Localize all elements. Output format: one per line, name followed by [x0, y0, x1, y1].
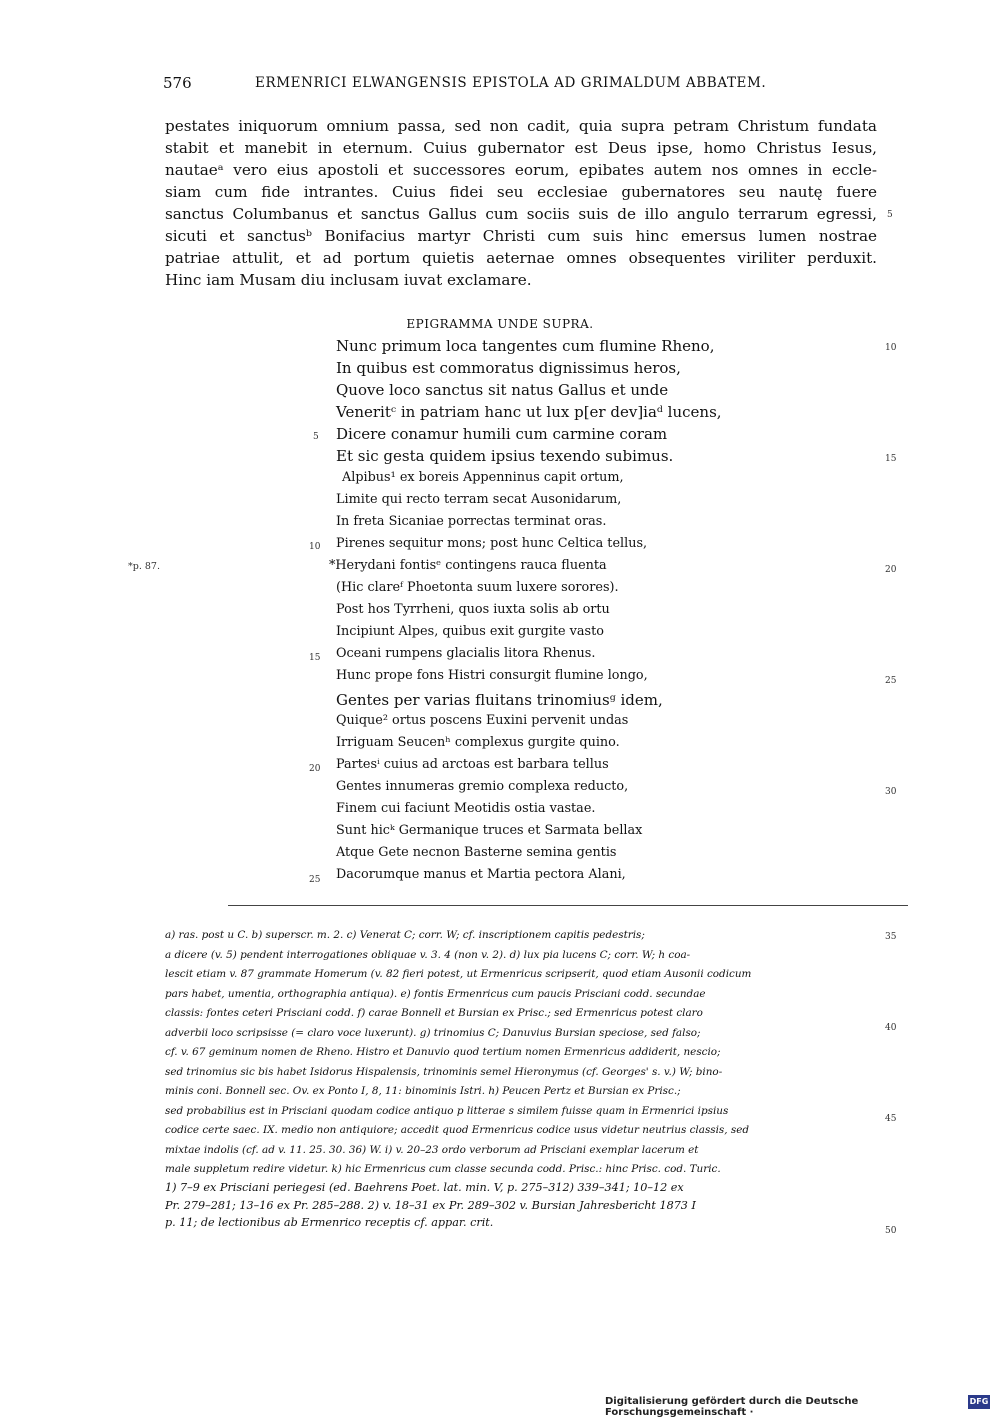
prose-line: siam cum fide intrantes. Cuius fidei seu ecclesiae gubernatores seu nautę fuere [165, 183, 877, 201]
poem-heading: EPIGRAMMA UNDE SUPRA. [406, 317, 594, 331]
verse-line: Quove loco sanctus sit natus Gallus et unde [336, 381, 669, 400]
page-number: 576 [163, 74, 192, 92]
prose-line: sanctus Columbanus et sanctus Gallus cum sociis suis de illo angulo terrarum egressi, [165, 205, 877, 223]
verse-number: 15 [309, 653, 321, 663]
critical-apparatus [165, 926, 877, 1180]
footnote-line: pars habet, umentia, orthographia antiqua). e) fontis Ermenricus cum paucis Prisciani codd. secundae [165, 987, 706, 1000]
prose-line: Hinc iam Musam diu inclusam iuvat exclamare. [165, 271, 532, 289]
footnote-line: lescit etiam v. 87 grammate Homerum (v. 82 fieri potest, ut Ermenricus scripserit, quod etiam Ausonii codicum [165, 968, 752, 980]
verse-block [329, 337, 896, 889]
prose-line: pestates iniquorum omnium passa, sed non cadit, quia supra petram Christum fundata [165, 117, 877, 135]
verse-line: In freta Sicaniae porrectas terminat oras. [336, 513, 607, 529]
source-line: p. 11; de lectionibus ab Ermenrico receptis cf. appar. crit. [165, 1216, 494, 1229]
verse-line: Oceani rumpens glacialis litora Rhenus. [336, 646, 596, 662]
footnote-line: mixtae indolis (cf. ad v. 11. 25. 30. 36) W. i) v. 20–23 ordo verborum ad Prisciani exemplar lacerum et [165, 1143, 699, 1156]
line-number: 10 [885, 343, 897, 353]
prose-paragraph [165, 115, 877, 291]
footnote-line: classis: fontes ceteri Prisciani codd. f) carae Bonnell et Bursian ex Prisc.; sed Ermenricus potest claro [165, 1007, 703, 1019]
line-number: 5 [887, 210, 893, 220]
prose-line: patriae attulit, et ad portum quietis aeternae omnes obsequentes viriliter perduxit. [165, 249, 877, 267]
verse-line: Partesⁱ cuius ad arctoas est barbara tellus [336, 756, 609, 772]
verse-number: 20 [309, 764, 321, 774]
verse-line: Atque Gete necnon Basterne semina gentis [336, 845, 617, 861]
footnote-line: adverbii loco scripsisse (= claro voce luxerunt). g) trinomius C; Danuvius Bursian speciose, sed falso; [165, 1026, 701, 1039]
line-number: 45 [885, 1114, 897, 1124]
digitization-note: Digitalisierung gefördert durch die Deutsche Forschungsgemeinschaft · [605, 1396, 859, 1418]
footnote-line: minis coni. Bonnell sec. Ov. ex Ponto I, 8, 11: binominis Istri. h) Peucen Pertz et Bursian ex Prisc.; [165, 1085, 681, 1097]
line-number: 35 [885, 932, 897, 942]
verse-line: Gentes per varias fluitans trinomiusᵍ idem, [336, 690, 663, 709]
source-line: 1) 7–9 ex Prisciani periegesi (ed. Baehrens Poet. lat. min. V, p. 275–312) 339–341; 10–12 ex [165, 1181, 684, 1194]
verse-line: Alpibus¹ ex boreis Appenninus capit ortum, [342, 469, 624, 485]
line-number: 50 [885, 1226, 897, 1236]
footnote-line: cf. v. 67 geminum nomen de Rheno. Histro et Danuvio quod tertium nomen Ermenricus addiderit, nescio; [165, 1046, 721, 1058]
verse-line: Gentes innumeras gremio complexa reducto, [336, 778, 629, 794]
source-line: Pr. 279–281; 13–16 ex Pr. 285–288. 2) v. 18–31 ex Pr. 289–302 v. Bursian Jahresbericht 1873 I [165, 1198, 696, 1212]
line-number: 30 [885, 787, 897, 797]
verse-line: Finem cui faciunt Meotidis ostia vastae. [336, 800, 596, 816]
margin-page-ref: *p. 87. [128, 561, 160, 572]
verse-line: Post hos Tyrrheni, quos iuxta solis ab ortu [336, 602, 610, 618]
verse-line: Et sic gesta quidem ipsius texendo subimus. [336, 447, 674, 466]
prose-line: sicuti et sanctusᵇ Bonifacius martyr Christi cum suis hinc emersus lumen nostrae [165, 227, 877, 245]
verse-line: In quibus est commoratus dignissimus heros, [336, 359, 681, 378]
line-number: 25 [885, 676, 897, 686]
line-number: 20 [885, 565, 897, 575]
dfg-logo: DFG [968, 1395, 990, 1409]
verse-line: Limite qui recto terram secat Ausonidarum, [336, 491, 622, 507]
source-notes [165, 1179, 877, 1232]
verse-line: Dicere conamur humili cum carmine coram [336, 425, 668, 444]
footnote-line: sed probabilius est in Prisciani quodam codice antiquo p litterae s similem fuisse quam in Ermenrici ipsius [165, 1104, 729, 1117]
verse-line: (Hic clareᶠ Phoetonta suum luxere sorores). [336, 580, 619, 596]
running-head [0, 74, 1000, 102]
verse-line: Hunc prope fons Histri consurgit flumine longo, [336, 668, 648, 684]
verse-line: Irriguam Seucenʰ complexus gurgite quino. [336, 734, 620, 750]
footnote-line: a dicere (v. 5) pendent interrogationes obliquae v. 3. 4 (non v. 2). d) lux pia lucens C; corr. W; h coa- [165, 948, 691, 961]
footnote-line: male suppletum redire videtur. k) hic Ermenricus cum classe secunda codd. Prisc.: hinc Prisc. cod. Turic. [165, 1163, 721, 1175]
verse-number: 5 [313, 432, 319, 442]
line-number: 40 [885, 1023, 897, 1033]
verse-line: Pirenes sequitur mons; post hunc Celtica tellus, [336, 535, 648, 551]
verse-line: Incipiunt Alpes, quibus exit gurgite vasto [336, 624, 604, 640]
footnote-line: a) ras. post u C. b) superscr. m. 2. c) Venerat C; corr. W; cf. inscriptionem capitis pedestris; [165, 929, 645, 941]
verse-line: Sunt hicᵏ Germanique truces et Sarmata bellax [336, 823, 643, 839]
verse-line: Quique² ortus poscens Euxini pervenit undas [336, 712, 629, 728]
footnote-line: sed trinomius sic bis habet Isidorus Hispalensis, trinominis semel Hieronymus (cf. Georges' s. v.) W; bino- [165, 1065, 723, 1078]
footnote-line: codice certe saec. IX. medio non antiquiore; accedit quod Ermenricus codice usus videtur neutrius classis, sed [165, 1124, 749, 1136]
footnote-rule [228, 905, 908, 906]
prose-line: nautaeᵃ vero eius apostoli et successores eorum, epibates autem nos omnes in eccle- [165, 161, 877, 179]
prose-line: stabit et manebit in eternum. Cuius gubernator est Deus ipse, homo Christus Iesus, [165, 139, 877, 157]
verse-number: 25 [309, 875, 321, 885]
running-title: ERMENRICI ELWANGENSIS EPISTOLA AD GRIMALDUM ABBATEM. [255, 75, 767, 91]
verse-line: Dacorumque manus et Martia pectora Alani, [336, 867, 626, 883]
verse-line: *Herydani fontisᵉ contingens rauca fluenta [329, 557, 607, 573]
verse-number: 10 [309, 542, 321, 552]
line-number: 15 [885, 454, 897, 464]
verse-line: Veneritᶜ in patriam hanc ut lux p[er dev]iaᵈ lucens, [336, 403, 722, 422]
verse-line: Nunc primum loca tangentes cum flumine Rheno, [336, 337, 715, 355]
